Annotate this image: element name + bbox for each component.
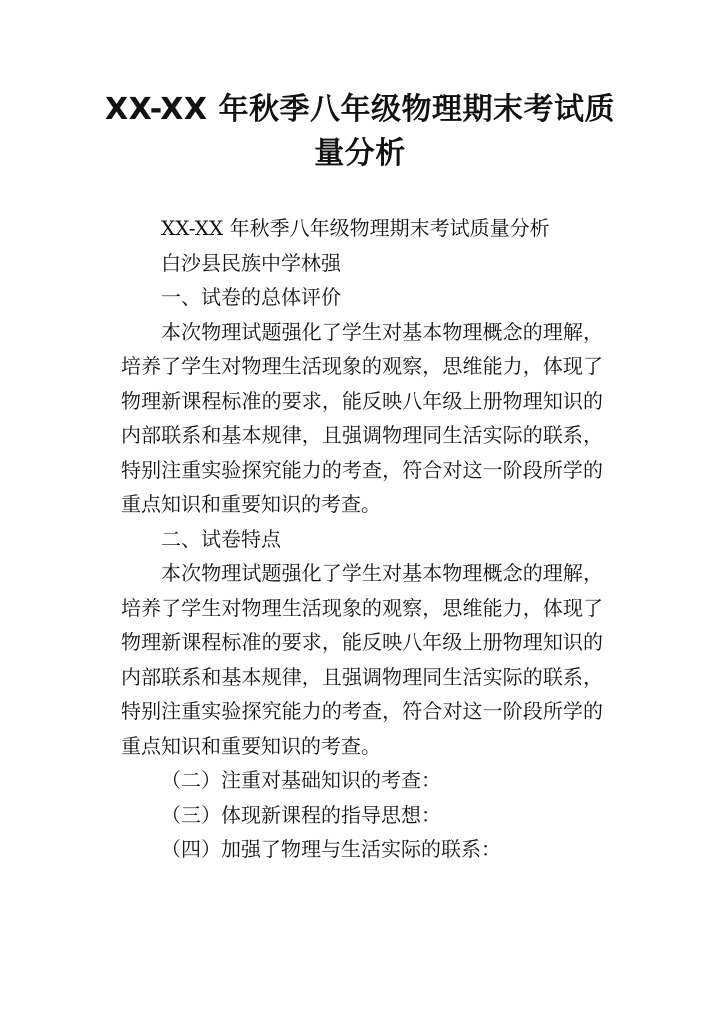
body-paragraph-1: 本次物理试题强化了学生对基本物理概念的理解，培养了学生对物理生活现象的观察，思维能力，体现了物理新课程标准的要求，能反映八年级上册物理知识的内部联系和基本规律，且强调物理同生活实际的联系，特别注重实验探究能力的考查，符合对这一阶段所学的重点知识和重要知识的考查。 bbox=[121, 319, 603, 516]
author-paragraph: 白沙县民族中学林强 bbox=[161, 250, 341, 275]
body-paragraph-2: 本次物理试题强化了学生对基本物理概念的理解，培养了学生对物理生活现象的观察，思维能力，体现了物理新课程标准的要求，能反映八年级上册物理知识的内部联系和基本规律，且强调物理同生活实际的联系，特别注重实验探究能力的考查，符合对这一阶段所学的重点知识和重要知识的考查。 bbox=[121, 561, 603, 758]
subsection-heading-3: （三）体现新课程的指导思想： bbox=[161, 802, 441, 827]
title-line-2: 量分析 bbox=[314, 136, 406, 171]
section-heading-2: 二、试卷特点 bbox=[161, 526, 281, 551]
document-body bbox=[121, 211, 603, 867]
subsection-heading-4: （四）加强了物理与生活实际的联系： bbox=[161, 837, 501, 861]
document-title bbox=[100, 88, 620, 176]
title-line-1: XX-XX 年秋季八年级物理期末考试质 bbox=[104, 92, 616, 127]
subsection-heading-2: （二）注重对基础知识的考查： bbox=[161, 768, 441, 792]
subtitle-paragraph: XX-XX 年秋季八年级物理期末考试质量分析 bbox=[161, 216, 550, 240]
section-heading-1: 一、试卷的总体评价 bbox=[161, 285, 341, 309]
